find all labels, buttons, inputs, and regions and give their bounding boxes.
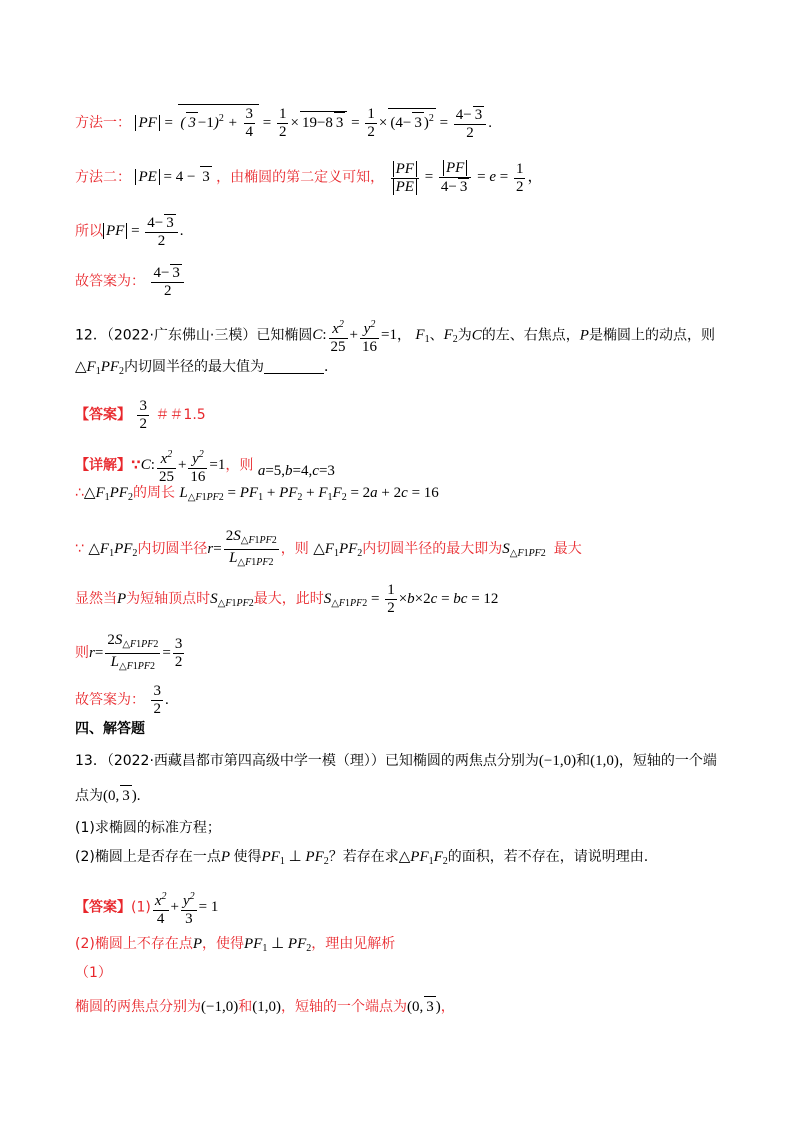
ellipse-eq: C: $\frac{x^2}{25}$ + $\frac{y^2}{16}$ =1 <box>312 327 397 343</box>
part2b: 使得 <box>233 849 262 865</box>
p-symbol-3: P <box>220 849 234 865</box>
perimeter-formula: $L_{\triangle F1PF2} = PF_1 + PF_2 + F_1F_2 = 2a + 2c = 16$ <box>179 485 439 503</box>
obvious3-text: 最大，此时 <box>253 590 324 607</box>
method2-label: 方法二： <box>75 169 131 186</box>
eccentricity-formula: $\frac{PF}{PE}$ = $\frac{PF}{4- 3}$ = e = $\frac{1}{2}$ ， <box>389 169 543 185</box>
last-a: 椭圆的两焦点分别为 <box>75 999 201 1015</box>
answer12-alt: ＃＃1.5 <box>155 406 206 423</box>
part2d: 的面积，若不存在，请说明理由. <box>447 849 649 865</box>
q13-and: 和 <box>576 753 591 769</box>
f2-symbol: $F_2$ <box>443 327 458 346</box>
q12-line2-text: 内切圆半径的最大值为 <box>124 359 265 375</box>
part2a: (2)椭圆上是否存在一点 <box>75 849 221 865</box>
q13-prefix: 13．（2022·西藏昌都市第四高级中学一模（理））已知椭圆的两焦点分别为 <box>75 753 539 769</box>
answer11-value: $\frac{4- 3}{2}$ <box>149 273 185 289</box>
q13-part1: (1)求椭圆的标准方程； <box>75 820 221 836</box>
q12-prefix: 12．（2022·广东佛山·三模）已知椭圆 <box>75 327 313 344</box>
detail12-line2 <box>75 483 740 508</box>
answer13-line2 <box>75 934 740 959</box>
q12-t5: 是椭圆上的动点，则 <box>588 327 715 344</box>
answer11-label: 故答案为： <box>75 273 145 290</box>
pf-result: PF = $\frac{4- 3}{2}$ . <box>103 223 184 239</box>
q13-line2a: 点为 <box>75 788 103 804</box>
triangle-sym-4: $\triangle F_1PF_2$ <box>313 540 363 559</box>
obvious-text: 显然当 <box>75 590 117 607</box>
method1-line <box>75 104 740 142</box>
answer13-tag: 【答案】 <box>75 899 131 916</box>
detail12-line5 <box>75 632 740 675</box>
q12-t1: ， <box>396 327 411 344</box>
then3-text: 则 <box>75 644 89 661</box>
p-symbol: P <box>579 327 589 344</box>
answer13-p2b: ，使得 <box>202 936 245 952</box>
triangle-sym-5: $\triangle PF_1F_2$ <box>398 849 448 867</box>
answer11-line <box>75 264 740 300</box>
method1-label: 方法一： <box>75 114 131 131</box>
detail12-line4 <box>75 582 740 617</box>
suoyi-label: 所以 <box>75 223 103 240</box>
q12-t4: 的左、右焦点， <box>481 327 580 344</box>
detail12-final <box>75 683 740 718</box>
answer12-tag: 【答案】 <box>75 406 131 423</box>
answer13-p2a: (2)椭圆上不存在点 <box>75 936 193 952</box>
perimeter-prefix: ∴ <box>75 485 84 501</box>
part2c: ？若存在求 <box>328 849 399 865</box>
section4-title: 四、解答题 <box>75 721 145 737</box>
last-and: 和 <box>238 999 253 1015</box>
answer13-last <box>75 996 740 1017</box>
endpoint-b: (0, 3 ) <box>407 999 441 1015</box>
q12-line1 <box>75 316 740 356</box>
answer12-value: $\frac{3}{2}$ <box>139 398 147 432</box>
perp-formula: $PF_1$ ⊥ $PF_2$ <box>261 849 329 867</box>
answer13-step: （1） <box>75 965 112 981</box>
q13-part2 <box>75 847 740 872</box>
detail12-line1 <box>75 446 740 486</box>
max-text: 内切圆半径的最大即为 <box>362 540 503 557</box>
method2-text: ，由椭圆的第二定义可知， <box>216 169 385 186</box>
answer-blank <box>264 359 324 374</box>
q12-t3: 为 <box>457 327 472 344</box>
focus1-b: (−1,0) <box>201 999 239 1015</box>
area-sym-2: $S_{\triangle F1PF2}$ <box>210 590 254 609</box>
q13-line2 <box>75 785 740 806</box>
obvious2-text: 为短轴顶点时 <box>126 590 211 607</box>
pe-formula: PE = 4 − 3 <box>135 169 211 185</box>
triangle-sym-2: $\triangle F_1PF_2$ <box>83 485 133 503</box>
area-sym-1: $S_{\triangle F1PF2}$ <box>502 540 546 559</box>
suoyi-line <box>75 214 740 250</box>
q12-line2 <box>75 357 740 382</box>
endpoint: (0, 3 ). <box>103 788 141 804</box>
answer12-line <box>75 398 740 433</box>
triangle-sym-3: $\triangle F_1PF_2$ <box>88 540 138 559</box>
final-value: $\frac{3}{2}$ . <box>153 683 169 717</box>
p-symbol-2: P <box>117 590 127 607</box>
detail12-then: ，则 <box>225 457 254 474</box>
inradius-text: 内切圆半径 <box>137 540 208 557</box>
focus1: (−1,0) <box>538 753 577 769</box>
p-symbol-4: P <box>192 936 203 952</box>
ellipse-result: $\frac{x^2}{4}$ + $\frac{y^2}{3}$ = 1 <box>151 899 219 915</box>
method1-formula: PF = ( 3 −1)$^2$ + $\frac{3}{4}$ = $\frac{1}{2}$ × 19−8 3 = $\frac{1}{2}$ × (4− 3 )$^2$ = $\frac{4- 3}{2}$ . <box>135 115 492 131</box>
method2-line <box>75 160 740 196</box>
answer13-line1 <box>75 888 740 928</box>
focus2: (1,0) <box>590 753 619 769</box>
detail12-tag: 【详解】∵ <box>75 457 141 474</box>
q12-line2-end: ． <box>324 359 339 375</box>
inradius-formula: r= $\frac{2S_{\triangle F1PF2}}{L_{\triangle F1PF2}}$ <box>207 528 277 568</box>
q13-line1 <box>75 751 740 771</box>
q13-suffix: ，短轴的一个端 <box>618 753 717 769</box>
perimeter-text: 的周长 <box>132 485 175 501</box>
answer13-p2c: ，理由见解析 <box>311 936 396 952</box>
q12-t2: 、 <box>429 327 444 344</box>
last-end: ， <box>440 999 455 1015</box>
max-end: 最大 <box>553 540 582 557</box>
then2-text: ，则 <box>280 540 309 557</box>
area-formula: $S_{\triangle F1PF2}$ = $\frac{1}{2}$ ×b×2c = bc = 12 <box>323 582 499 616</box>
because-symbol: ∵ <box>75 540 84 557</box>
c-symbol: C <box>471 327 482 344</box>
f1-symbol: $F_1$ <box>415 327 430 346</box>
abc-values: a=5,b=4,c=3 <box>257 463 335 480</box>
detail12-line3 <box>75 528 740 571</box>
answer13-p1: (1) <box>131 899 151 916</box>
perp-formula-2: $PF_1$ ⊥ $PF_2$ <box>244 936 312 954</box>
detail-ellipse-eq: C: $\frac{x^2}{25}$ + $\frac{y^2}{16}$ =1 <box>141 457 226 473</box>
final-text: 故答案为： <box>75 691 145 708</box>
r-result: r= $\frac{2S_{\triangle F1PF2}}{L_{\triangle F1PF2}}$ = $\frac{3}{2}$ <box>89 632 183 672</box>
focus2-b: (1,0) <box>252 999 281 1015</box>
triangle-pf1pf2: $\triangle F_1PF_2$ <box>75 359 125 377</box>
last-b: ，短轴的一个端点为 <box>280 999 407 1015</box>
